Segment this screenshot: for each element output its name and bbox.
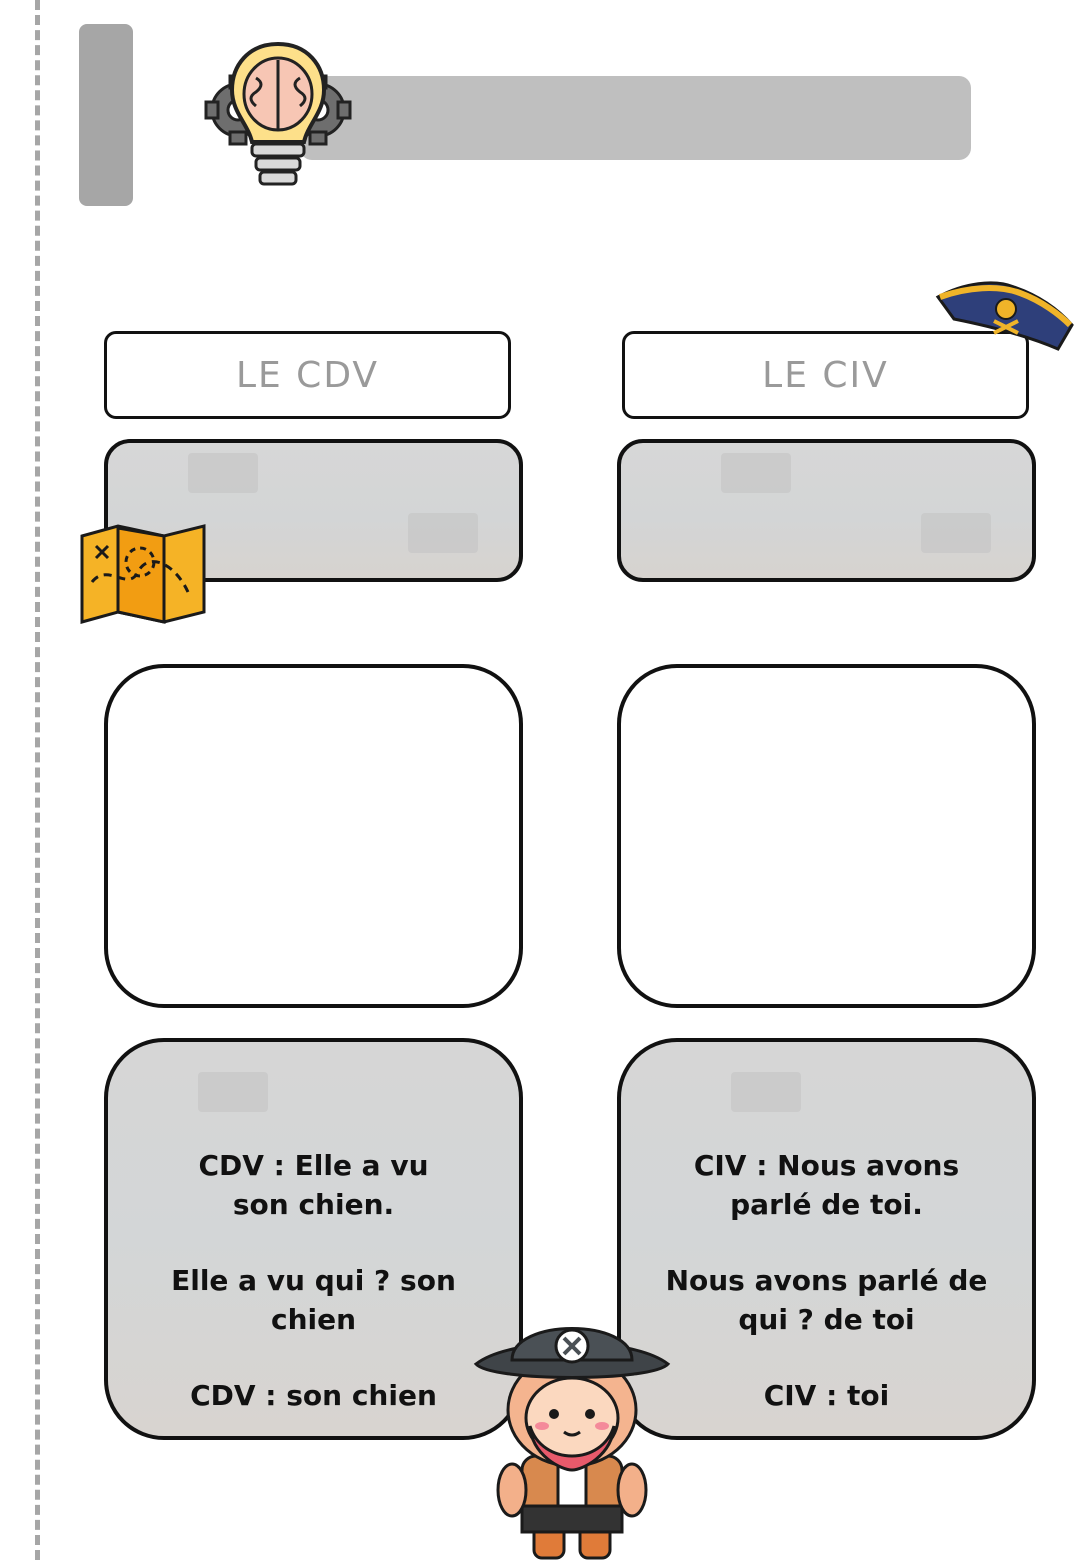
- heading-cdv: LE CDV: [104, 331, 511, 419]
- example-cdv-line1: CDV : Elle a vu son chien.: [198, 1149, 429, 1221]
- background-flag-icon: [731, 1072, 801, 1112]
- example-box-cdv: [104, 1038, 523, 1440]
- example-box-civ: [617, 1038, 1036, 1440]
- title-bar: [300, 76, 971, 160]
- heading-civ: LE CIV: [622, 331, 1029, 419]
- background-flag-icon: [921, 513, 991, 553]
- example-cdv-line3: CDV : son chien: [190, 1379, 437, 1412]
- example-civ-line1: CIV : Nous avons parlé de toi.: [693, 1149, 960, 1221]
- pirate-hat-icon: [934, 275, 1076, 355]
- answer-box-cdv: [104, 664, 523, 1008]
- treasure-map-icon: [78, 522, 208, 630]
- lightbulb-brain-gears-icon: [200, 38, 356, 194]
- example-civ-line2: Nous avons parlé de qui ? de toi: [665, 1264, 988, 1336]
- background-flag-icon: [408, 513, 478, 553]
- background-flag-icon: [198, 1072, 268, 1112]
- answer-box-civ: [617, 664, 1036, 1008]
- definition-box-civ: [617, 439, 1036, 582]
- example-cdv-line2: Elle a vu qui ? son chien: [171, 1264, 456, 1336]
- dashed-margin-line: [35, 0, 40, 1560]
- background-flag-icon: [188, 453, 258, 493]
- pirate-character-icon: [472, 1306, 672, 1560]
- example-civ-line3: CIV : toi: [763, 1379, 890, 1412]
- side-tab: [79, 24, 133, 206]
- background-flag-icon: [721, 453, 791, 493]
